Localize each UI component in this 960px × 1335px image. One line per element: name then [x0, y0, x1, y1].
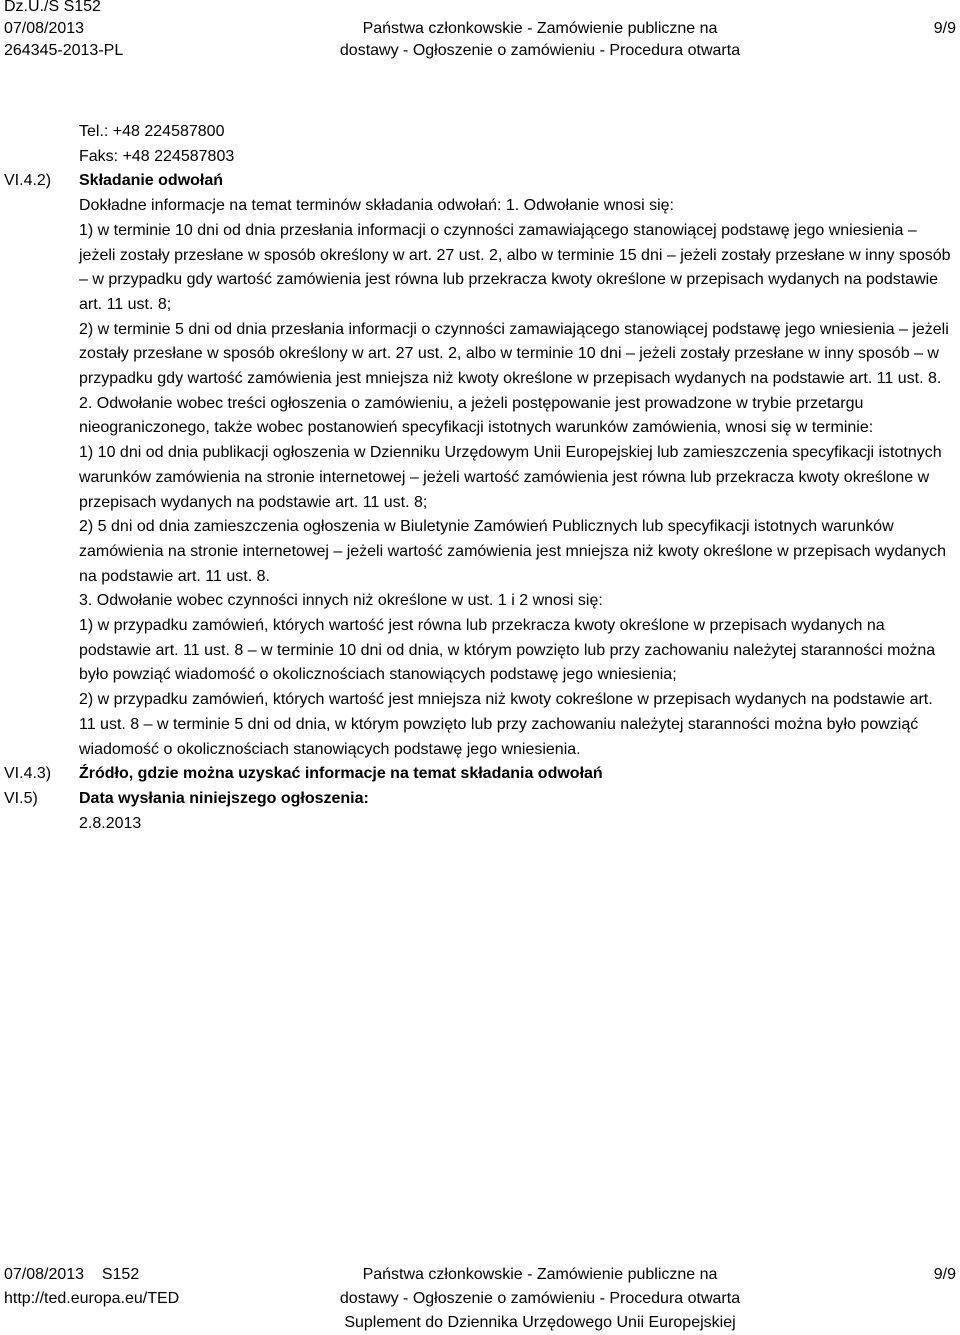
- footer-page-number: 9/9: [933, 1266, 956, 1283]
- page-header: [0, 0, 960, 70]
- header-center: [316, 18, 764, 62]
- paragraph: 3. Odwołanie wobec czynności innych niż określone w ust. 1 i 2 wnosi się:: [79, 592, 603, 610]
- contact-fax: Faks: +48 224587803: [79, 147, 235, 165]
- paragraph: Dokładne informacje na temat terminów składania odwołań: 1. Odwołanie wnosi się:: [79, 197, 674, 215]
- paragraph: 1) w przypadku zamówień, których wartość jest równa lub przekracza kwoty określone w przepisach wydanych na podstawie art. 11 ust. 8 – w terminie 10 dni od dnia, w którym powzięto lub przy zachowaniu należytej staranności można było powziąć wiadomość o okolicznościach stanowiących podstawę jego wniesienia;: [79, 617, 936, 684]
- paragraph: 2. Odwołanie wobec treści ogłoszenia o zamówieniu, a jeżeli postępowanie jest prowadzone w trybie przetargu nieograniczonego, także wobec postanowień specyfikacji istotnych warunków zamówienia, wnosi się w terminie:: [79, 394, 874, 437]
- footer-left: [4, 1263, 179, 1311]
- paragraph: 1) w terminie 10 dni od dnia przesłania informacji o czynności zamawiającego stanowiącej podstawę jego wniesienia – jeżeli zostały przesłane w sposób określony w art. 27 ust. 2, albo w terminie 15 dni – jeżeli zostały przesłane w inny sposób – w przypadku gdy wartość zamówienia jest równa lub przekracza kwoty określone w przepisach wydanych na podstawie art. 11 ust. 8;: [79, 221, 951, 313]
- contact-block: [0, 120, 960, 169]
- header-left: [4, 0, 123, 62]
- section-vi-5: [0, 787, 960, 836]
- section-number: VI.5): [4, 789, 38, 807]
- section-vi-4-3: [0, 762, 960, 787]
- publication-date: 07/08/2013: [4, 20, 85, 37]
- notice-number: 264345-2013-PL: [4, 42, 124, 59]
- footer-center: [316, 1263, 764, 1335]
- paragraph: 2) w przypadku zamówień, których wartość jest mniejsza niż kwoty cokreślone w przepisach wydanych na podstawie art. 11 ust. 8 – w terminie 5 dni od dnia, w którym powzięto lub przy zachowaniu należytej staranności można było powziąć wiadomość o okolicznościach stanowiących podstawę jego wniesienia.: [79, 691, 933, 758]
- contact-tel: Tel.: +48 224587800: [79, 123, 225, 140]
- page-footer: [0, 1263, 960, 1334]
- section-number: VI.4.2): [4, 172, 52, 190]
- dispatch-date: 2.8.2013: [79, 814, 142, 832]
- section-vi-4-2: [0, 169, 960, 762]
- journal-reference: Dz.U./S S152: [4, 0, 101, 15]
- footer-url[interactable]: http://ted.europa.eu/TED: [4, 1290, 180, 1307]
- footer-title-line2: dostawy - Ogłoszenie o zamówieniu - Procedura otwarta: [339, 1290, 741, 1307]
- paragraph: 1) 10 dni od dnia publikacji ogłoszenia w Dzienniku Urzędowym Unii Europejskiej lub zamieszczenia specyfikacji istotnych warunków zamówienia na stronie internetowej – jeżeli wartość zamówienia jest równa lub przekracza kwoty określone w przepisach wydanych na podstawie art. 11 ust. 8;: [79, 444, 942, 511]
- header-page-number: 9/9: [933, 20, 956, 37]
- header-title-line1: Państwa członkowskie - Zamówienie publiczne na: [362, 20, 718, 37]
- footer-date: 07/08/2013: [4, 1266, 85, 1283]
- footer-series: S152: [101, 1266, 140, 1283]
- paragraph: 2) w terminie 5 dni od dnia przesłania informacji o czynności zamawiającego stanowiącej podstawę jego wniesienia – jeżeli zostały przesłane w sposób określony w art. 27 ust. 2, albo w terminie 10 dni – jeżeli zostały przesłane w inny sposób – w przypadku gdy wartość zamówienia jest mniejsza niż kwoty określone w przepisach wydanych na podstawie art. 11 ust. 8.: [79, 320, 949, 388]
- section-heading: Składanie odwołań: [79, 172, 224, 190]
- footer-title-line3: Suplement do Dziennika Urzędowego Unii Europejskiej: [344, 1314, 736, 1331]
- section-heading: Źródło, gdzie można uzyskać informacje na temat składania odwołań: [79, 765, 603, 783]
- header-title-line2: dostawy - Ogłoszenie o zamówieniu - Procedura otwarta: [339, 42, 741, 59]
- main-content: [0, 120, 960, 836]
- footer-title-line1: Państwa członkowskie - Zamówienie publiczne na: [362, 1266, 718, 1283]
- section-number: VI.4.3): [4, 765, 52, 783]
- paragraph: 2) 5 dni od dnia zamieszczenia ogłoszenia w Biuletynie Zamówień Publicznych lub specyfikacji istotnych warunków zamówienia na stronie internetowej – jeżeli wartość zamówienia jest mniejsza niż kwoty określone w przepisach wydanych na podstawie art. 11 ust. 8.: [79, 518, 947, 585]
- section-heading: Data wysłania niniejszego ogłoszenia:: [79, 789, 369, 807]
